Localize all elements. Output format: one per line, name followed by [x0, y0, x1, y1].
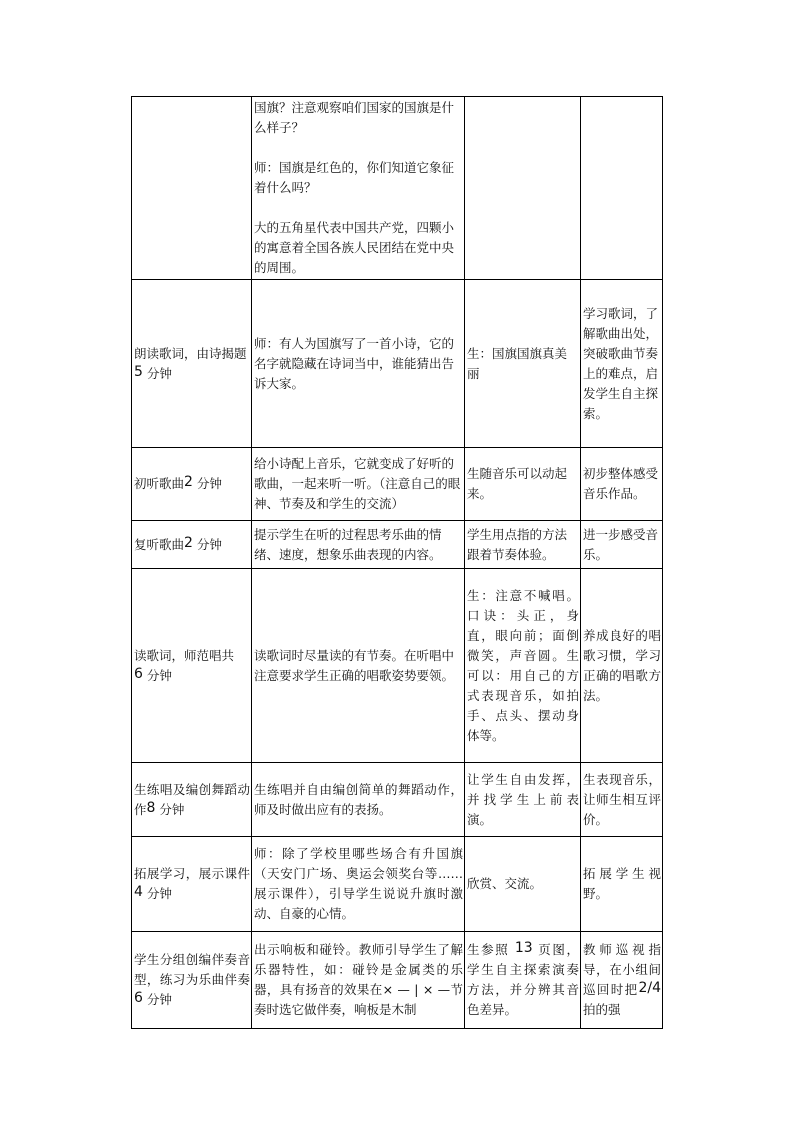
duration-unit: 分钟: [146, 992, 172, 1007]
stage-text: 朗读歌词，由诗揭题: [134, 345, 247, 361]
duration-unit: 分钟: [159, 801, 185, 817]
duration-number: 2: [184, 534, 193, 551]
text-pre: 教师巡视指导，在小组间巡回时把: [583, 942, 661, 997]
duration-unit: 分钟: [146, 886, 172, 901]
teacher-activity-cell: 生练唱并自由编创简单的舞蹈动作，师及时做出应有的表扬。: [252, 763, 465, 837]
design-intent-cell: 生表现音乐，让师生相互评价。: [581, 763, 663, 837]
table-row: [132, 932, 663, 1029]
stage-cell: [132, 932, 252, 1029]
text-post: 页图，学生自主探索演奏方法，并分辨其音色差异。: [467, 942, 579, 1017]
stage-text: 初听歌曲: [134, 476, 185, 491]
table-row: [132, 97, 663, 280]
paragraph: 师：国旗是红色的，你们知道它象征着什么吗？: [254, 160, 455, 195]
stage-cell: [132, 97, 252, 280]
table-row: [132, 569, 663, 763]
table-row: [132, 521, 663, 569]
stage-text: 拓展学习，展示课件: [134, 866, 250, 881]
design-intent-cell: 学习歌词，了解歌曲出处，突破歌曲节奏上的难点，启发学生自主探索。: [581, 280, 663, 448]
design-intent-cell: 养成良好的唱歌习惯，学习正确的唱歌方法。: [581, 569, 663, 763]
teacher-activity-cell: 给小诗配上音乐，它就变成了好听的歌曲，一起来听一听。（注意自己的眼神、节奏及和学生的交流）: [252, 448, 465, 521]
stage-cell: [132, 448, 252, 521]
duration-unit: 分钟: [196, 476, 222, 491]
stage-cell: [132, 521, 252, 569]
stage-text: 复听歌曲: [134, 536, 185, 552]
duration-unit: 分钟: [146, 365, 172, 381]
teacher-activity-cell: 师：除了学校里哪些场合有升国旗（天安门广场、奥运会领奖台等……展示课件），引导学生说说升旗时激动、自豪的心情。: [252, 837, 465, 932]
student-activity-cell: 欣赏、交流。: [465, 837, 581, 932]
teacher-activity-cell: 提示学生在听的过程思考乐曲的情绪、速度，想象乐曲表现的内容。: [252, 521, 465, 569]
duration-number: 2: [184, 474, 193, 490]
design-intent-cell: 进一步感受音乐。: [581, 521, 663, 569]
design-intent-cell: [581, 932, 663, 1029]
student-activity-cell: 让学生自由发挥，并找学生上前表演。: [465, 763, 581, 837]
teacher-activity-cell: 读歌词时尽量读的有节奏。在听唱中注意要求学生正确的唱歌姿势要领。: [252, 569, 465, 763]
paragraph: 大的五角星代表中国共产党，四颗小的寓意着全国各族人民团结在党中央的周围。: [254, 220, 455, 275]
stage-text: 读歌词，师范唱共: [134, 647, 235, 663]
table-row: [132, 280, 663, 448]
duration-number: 4: [134, 884, 143, 900]
stage-text: 学生分组创编伴奏音型，练习为乐曲伴奏: [134, 952, 250, 987]
duration-number: 8: [146, 799, 156, 816]
stage-cell: [132, 280, 252, 448]
design-intent-cell: 拓展学生视野。: [581, 837, 663, 932]
student-activity-cell: 学生用点指的方法跟着节奏体验。: [465, 521, 581, 569]
paragraph: 国旗？注意观察咱们国家的国旗是什么样子？: [254, 100, 455, 135]
student-activity-cell: [465, 97, 581, 280]
duration-unit: 分钟: [146, 667, 172, 683]
table-row: [132, 837, 663, 932]
text-pre: 生参照: [467, 942, 510, 957]
duration-unit: 分钟: [196, 536, 222, 552]
teacher-activity-cell: 师：有人为国旗写了一首小诗，它的名字就隐藏在诗词当中，谁能猜出告诉大家。: [252, 280, 465, 448]
stage-text: 生练唱及编创舞蹈动作: [134, 781, 250, 817]
teacher-activity-cell: 出示响板和碰铃。教师引导学生了解乐器特性，如：碰铃是金属类的乐器，具有扬音的效果在× — | × —节奏时选它做伴奏，响板是木制: [252, 932, 465, 1029]
duration-number: 6: [134, 990, 143, 1006]
lesson-plan-table: [131, 96, 663, 1029]
student-activity-cell: 生随音乐可以动起来。: [465, 448, 581, 521]
stage-cell: [132, 763, 252, 837]
text-post: 拍的强: [583, 1002, 621, 1017]
table-row: [132, 448, 663, 521]
table-row: [132, 763, 663, 837]
design-intent-cell: [581, 97, 663, 280]
page-number: 13: [514, 940, 533, 956]
student-activity-cell: 生：国旗国旗真美丽: [465, 280, 581, 448]
duration-number: 6: [134, 665, 143, 682]
stage-cell: [132, 569, 252, 763]
student-activity-cell: [465, 932, 581, 1029]
duration-number: 5: [134, 363, 143, 380]
meter-number: 2/4: [638, 980, 661, 996]
design-intent-cell: 初步整体感受音乐作品。: [581, 448, 663, 521]
stage-cell: [132, 837, 252, 932]
teacher-activity-cell: [252, 97, 465, 280]
student-activity-cell: 生：注意不喊唱。口诀：头正，身直，眼向前；面倒微笑，声音圆。生可以：用自己的方式表现音乐，如拍手、点头、摆动身体等。: [465, 569, 581, 763]
